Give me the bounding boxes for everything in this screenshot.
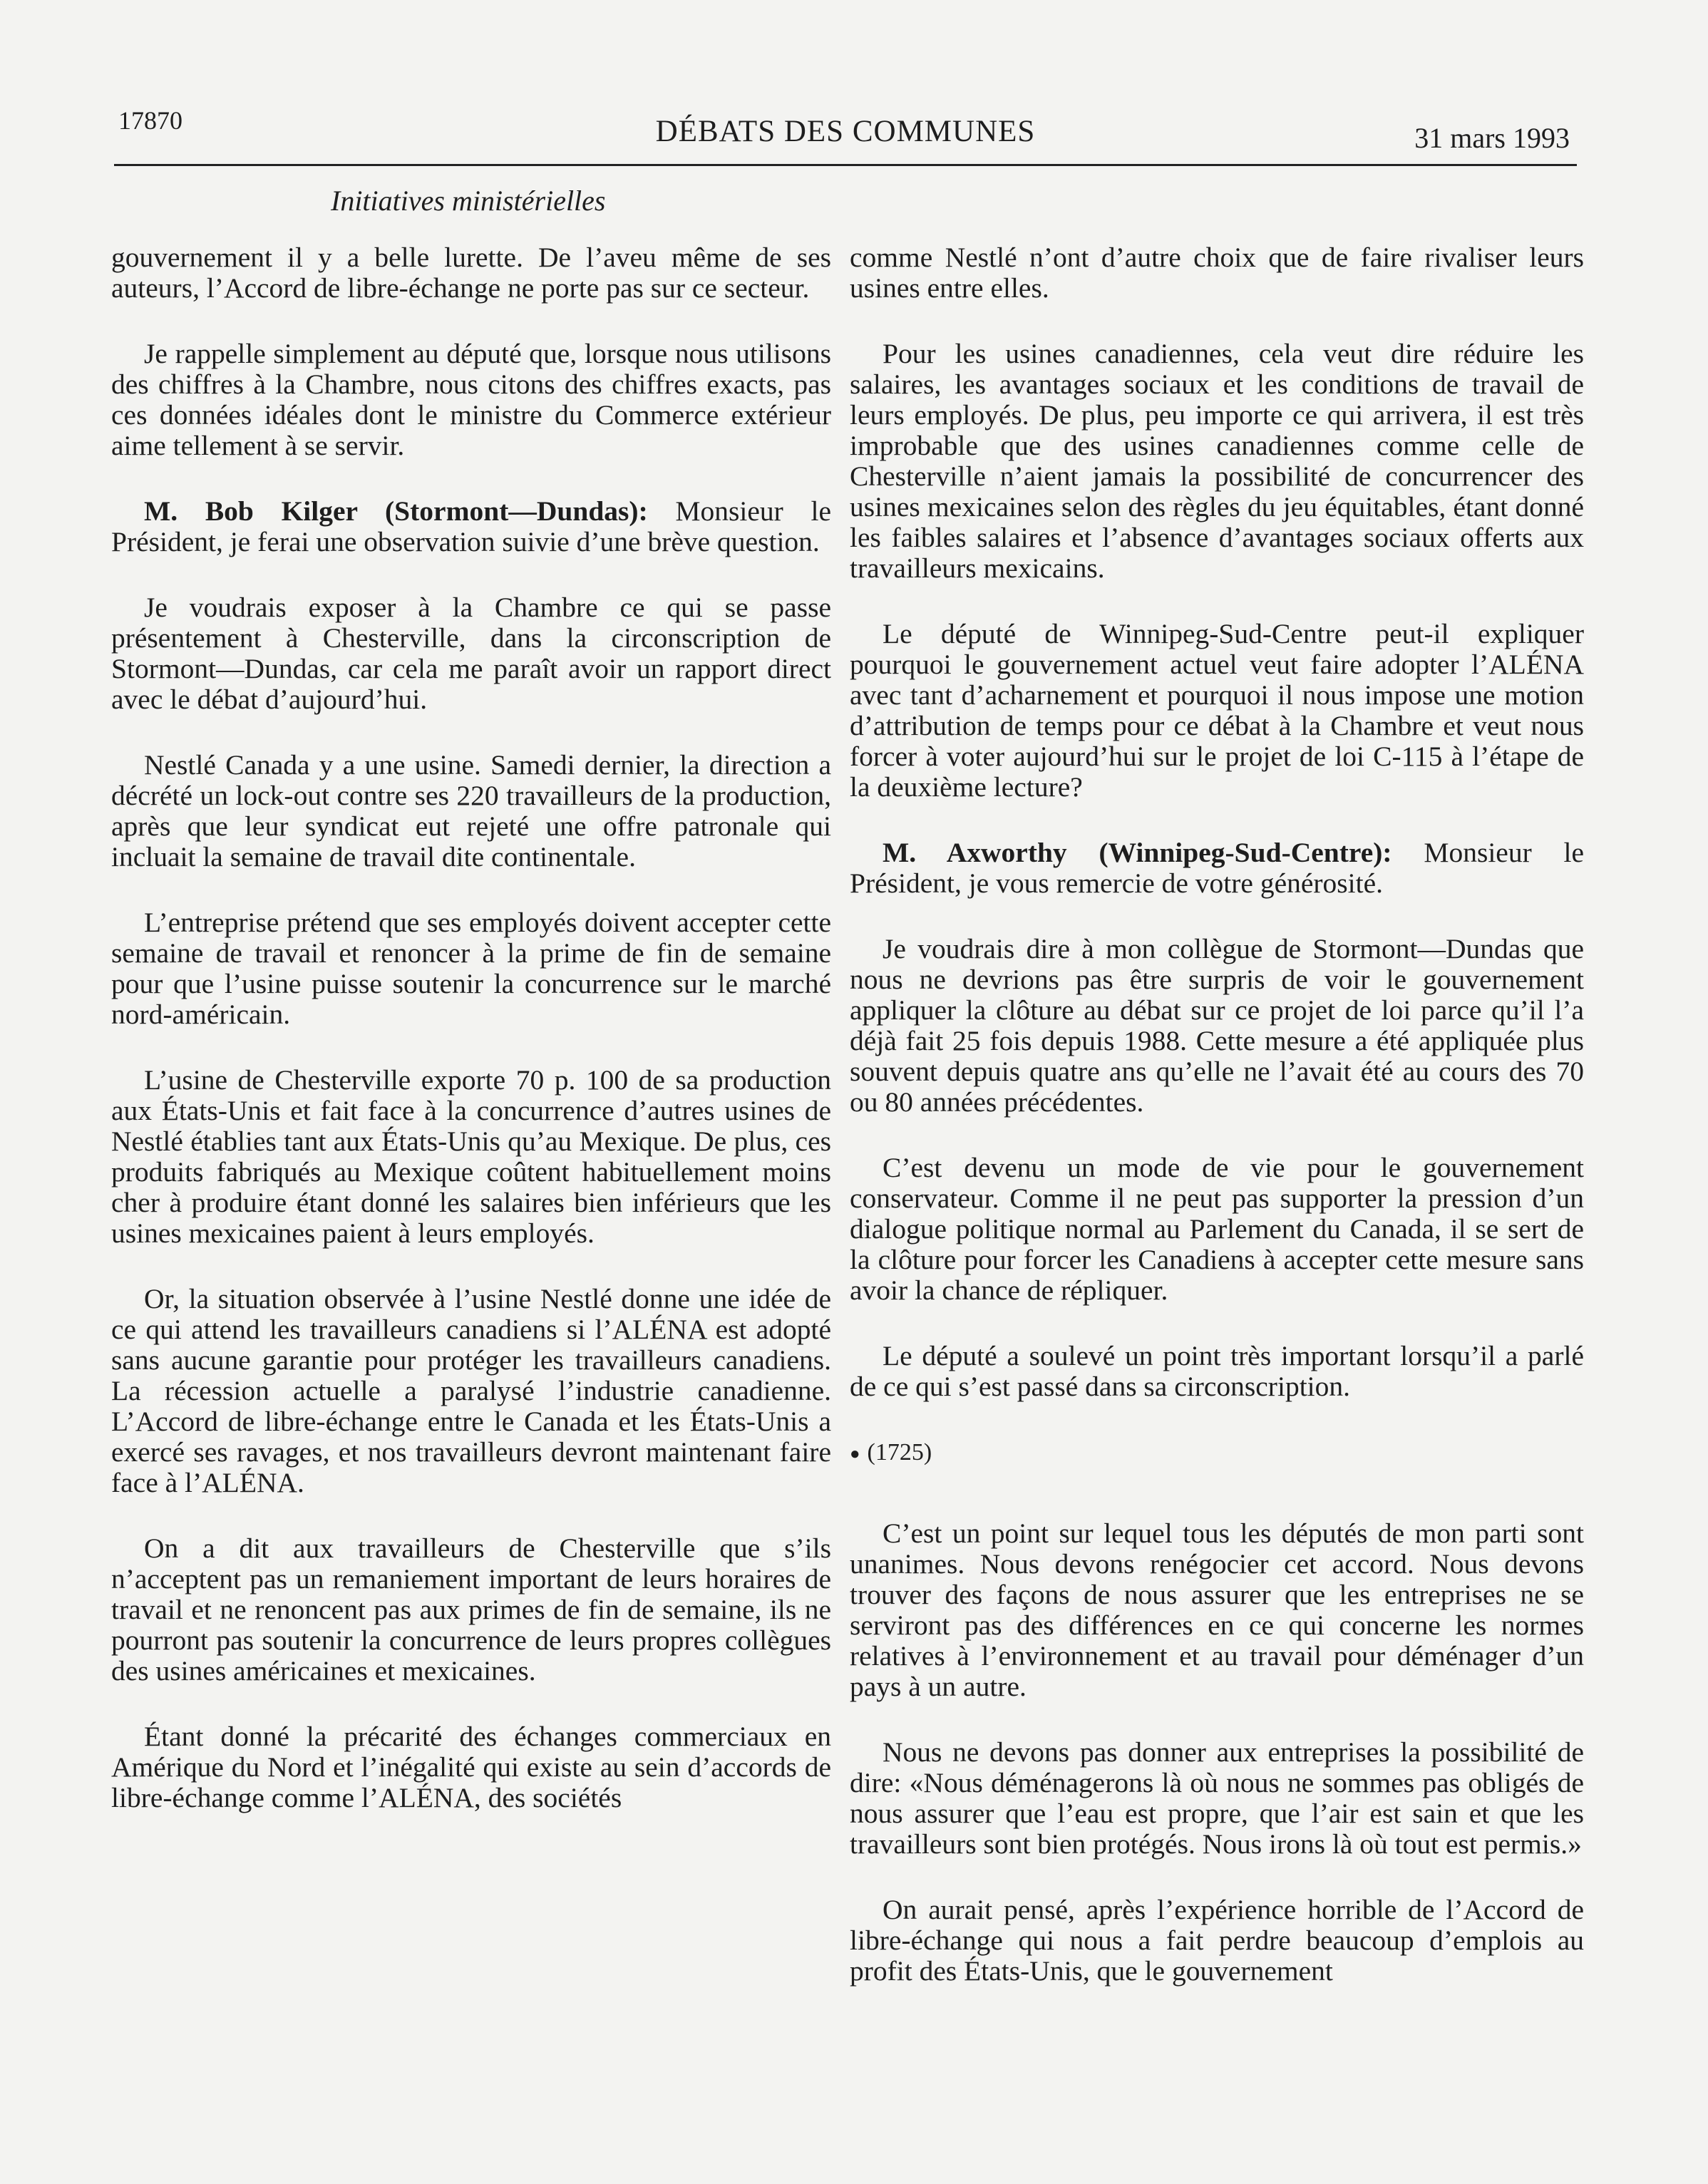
paragraph: Nous ne devons pas donner aux entreprises la possibilité de dire: «Nous déménagerons là où nous ne sommes pas obligés de nous assurer que l’eau est propre, que l’air est sain et que les travailleurs sont bien protégés. Nous irons là où tout est permis.» bbox=[850, 1736, 1584, 1860]
speech-text: Monsieur le Président, je vous remercie de votre générosité. bbox=[850, 837, 1585, 899]
speaker-name: M. Bob Kilger (Stormont—Dundas): bbox=[144, 495, 648, 527]
paragraph: Je voudrais exposer à la Chambre ce qui se passe présentement à Chesterville, dans la circonscription de Stormont—Dundas, car cela me paraît avoir un rapport direct avec le débat d’aujourd’hui. bbox=[111, 592, 831, 715]
section-title: Initiatives ministérielles bbox=[331, 185, 606, 217]
speaker-paragraph bbox=[850, 838, 1584, 899]
page-number: 17870 bbox=[118, 106, 182, 135]
paragraph: On aurait pensé, après l’expérience horrible de l’Accord de libre-échange qui nous a fait perdre beaucoup d’emplois au profit des États-Unis, que le gouvernement bbox=[850, 1893, 1584, 1987]
issue-date: 31 mars 1993 bbox=[1414, 122, 1570, 154]
paragraph: L’usine de Chesterville exporte 70 p. 100 de sa production aux États-Unis et fait face à la concurrence d’autres usines de Nestlé établies tant aux États-Unis qu’au Mexique. De plus, ces produits fabriqués au Mexique coûtent habituellement moins cher à produire étant donné les salaires bien inférieurs que les usines mexicaines paient à leurs employés. bbox=[111, 1064, 831, 1249]
paragraph: C’est devenu un mode de vie pour le gouvernement conservateur. Comme il ne peut pas supporter la pression d’un dialogue politique normal au Parlement du Canada, il se sert de la clôture pour forcer les Canadiens à accepter cette mesure sans avoir la chance de répliquer. bbox=[850, 1152, 1584, 1306]
time-marker bbox=[850, 1437, 1584, 1470]
speech-text: Monsieur le Président, je ferai une observation suivie d’une brève question. bbox=[111, 495, 832, 557]
right-column bbox=[850, 242, 1584, 2021]
paragraph: On a dit aux travailleurs de Chesterville que s’ils n’acceptent pas un remaniement important de leurs horaires de travail et ne renoncent pas aux primes de fin de semaine, ils ne pourront pas soutenir la concurrence de leurs propres collègues des usines américaines et mexicaines. bbox=[111, 1533, 831, 1686]
time-marker-text: (1725) bbox=[867, 1439, 932, 1466]
paragraph: Le député a soulevé un point très important lorsqu’il a parlé de ce qui s’est passé dans sa circonscription. bbox=[850, 1340, 1584, 1402]
paragraph: Je voudrais dire à mon collègue de Stormont—Dundas que nous ne devrions pas être surpris de voir le gouvernement appliquer la clôture au débat sur ce projet de loi parce qu’il l’a déjà fait 25 fois depuis 1988. Cette mesure a été appliquée plus souvent depuis quatre ans qu’elle ne l’avait été au cours des 70 ou 80 années précédentes. bbox=[850, 933, 1584, 1118]
paragraph: Je rappelle simplement au député que, lorsque nous utilisons des chiffres à la Chambre, nous citons des chiffres exacts, pas ces données idéales dont le ministre du Commerce extérieur aime tellement à se servir. bbox=[111, 338, 831, 461]
publication-title: DÉBATS DES COMMUNES bbox=[655, 115, 1036, 148]
paragraph: L’entreprise prétend que ses employés doivent accepter cette semaine de travail et renoncer à la prime de fin de semaine pour que l’usine puisse soutenir la concurrence sur le marché nord-américain. bbox=[111, 907, 831, 1030]
paragraph: Or, la situation observée à l’usine Nestlé donne une idée de ce qui attend les travailleurs canadiens si l’ALÉNA est adopté sans aucune garantie pour protéger les travailleurs canadiens. La récession actuelle a paralysé l’industrie canadienne. L’Accord de libre-échange entre le Canada et les États-Unis a exercé ses ravages, et nos travailleurs devront maintenant faire face à l’ALÉNA. bbox=[111, 1283, 831, 1498]
paragraph: Pour les usines canadiennes, cela veut dire réduire les salaires, les avantages sociaux et les conditions de travail de leurs employés. De plus, peu importe ce qui arrivera, il est très improbable que des usines canadiennes comme celle de Chesterville n’aient jamais la possibilité de concurrencer des usines mexicaines selon des règles du jeu équitables, étant donné les faibles salaires et l’absence d’avantages sociaux offerts aux travailleurs mexicains. bbox=[850, 338, 1584, 584]
paragraph: Nestlé Canada y a une usine. Samedi dernier, la direction a décrété un lock-out contre ses 220 travailleurs de la production, après que leur syndicat eut rejeté une offre patronale qui incluait la semaine de travail dite continentale. bbox=[111, 749, 831, 872]
paragraph: gouvernement il y a belle lurette. De l’aveu même de ses auteurs, l’Accord de libre-échange ne porte pas sur ce secteur. bbox=[111, 242, 831, 304]
paragraph: Le député de Winnipeg-Sud-Centre peut-il expliquer pourquoi le gouvernement actuel veut faire adopter l’ALÉNA avec tant d’acharnement et pourquoi il nous impose une motion d’attribution de temps pour ce débat à la Chambre et veut nous forcer à voter aujourd’hui sur le projet de loi C-115 à l’étape de la deuxième lecture? bbox=[850, 618, 1584, 803]
speaker-paragraph bbox=[111, 496, 831, 557]
speaker-name: M. Axworthy (Winnipeg-Sud-Centre): bbox=[883, 837, 1392, 868]
page-header bbox=[114, 100, 1577, 166]
paragraph: C’est un point sur lequel tous les députés de mon parti sont unanimes. Nous devons renégocier cet accord. Nous devons trouver des façons de nous assurer que les entreprises ne se serviront pas des différences en ce qui concerne les normes relatives à l’environnement et au travail pour déménager d’un pays à un autre. bbox=[850, 1517, 1584, 1702]
paragraph: Étant donné la précarité des échanges commerciaux en Amérique du Nord et l’inégalité qui existe au sein d’accords de libre-échange comme l’ALÉNA, des sociétés bbox=[111, 1721, 831, 1813]
paragraph: comme Nestlé n’ont d’autre choix que de faire rivaliser leurs usines entre elles. bbox=[850, 242, 1584, 304]
left-column bbox=[111, 242, 831, 1848]
bullet-icon: ● bbox=[850, 1444, 860, 1463]
